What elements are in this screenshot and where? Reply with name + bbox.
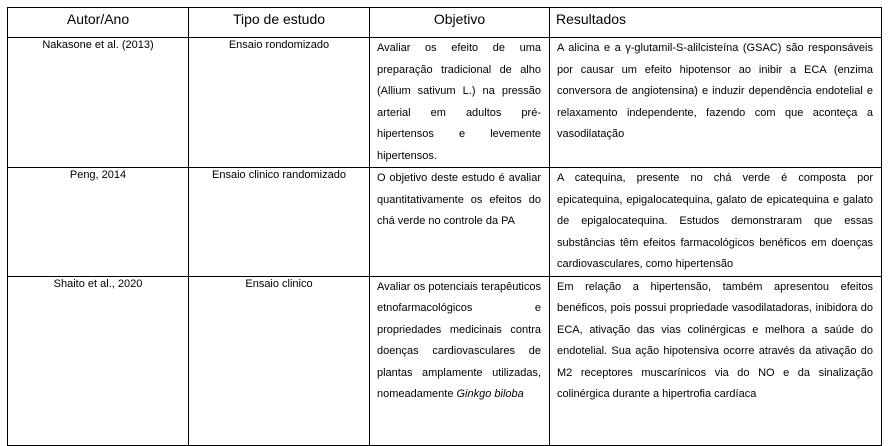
cell-objetivo-text: Avaliar os potenciais terapêuticos etnofarmacológicos e propriedades medicinais contra doenças cardiovasculares de plantas amplamente utilizadas, nomeadamente bbox=[377, 280, 541, 400]
cell-autor: Shaito et al., 2020 bbox=[8, 276, 189, 445]
cell-autor: Nakasone et al. (2013) bbox=[8, 38, 189, 168]
table-row bbox=[8, 168, 882, 277]
header-tipo-de-estudo: Tipo de estudo bbox=[189, 8, 370, 38]
cell-resultados: A alicina e a γ-glutamil-S-alilcisteína (GSAC) são responsáveis por causar um efeito hipotensor ao inibir a ECA (enzima conversora de angiotensina) e induzir dependência endotelial e relaxamento independente, fazendo com que aconteça a vasodilatação bbox=[550, 38, 882, 168]
studies-table bbox=[7, 7, 882, 446]
cell-tipo: Ensaio clinico randomizado bbox=[189, 168, 370, 277]
cell-objetivo bbox=[370, 276, 550, 445]
cell-objetivo: O objetivo deste estudo é avaliar quantitativamente os efeitos do chá verde no controle da PA bbox=[370, 168, 550, 277]
table-row bbox=[8, 276, 882, 445]
header-objetivo: Objetivo bbox=[370, 8, 550, 38]
cell-resultados: A catequina, presente no chá verde é composta por epicatequina, epigalocatequina, galato de epicatequina e galato de epigalocatequina. Estudos demonstraram que essas substâncias têm efeitos farmacológicos benéficos em doenças cardiovasculares, como hipertensão bbox=[550, 168, 882, 277]
cell-objetivo-species: Ginkgo biloba bbox=[456, 388, 524, 400]
table-header-row bbox=[8, 8, 882, 38]
cell-resultados: Em relação a hipertensão, também apresentou efeitos benéficos, pois possui propriedade vasodilatadoras, inibidora do ECA, ativação das vias colinérgicas e melhora a saúde do endotelial. Sua ação hipotensiva ocorre através da ativação do M2 receptores muscarínicos via do NO e da sinalização colinérgica durante a hipertrofia cardíaca bbox=[550, 276, 882, 445]
header-resultados: Resultados bbox=[550, 8, 882, 38]
cell-tipo: Ensaio clinico bbox=[189, 276, 370, 445]
cell-objetivo: Avaliar os efeito de uma preparação tradicional de alho (Allium sativum L.) na pressão arterial em adultos pré-hipertensos e levemente hipertensos. bbox=[370, 38, 550, 168]
table-row bbox=[8, 38, 882, 168]
cell-autor: Peng, 2014 bbox=[8, 168, 189, 277]
cell-tipo: Ensaio rondomizado bbox=[189, 38, 370, 168]
header-autor-ano: Autor/Ano bbox=[8, 8, 189, 38]
